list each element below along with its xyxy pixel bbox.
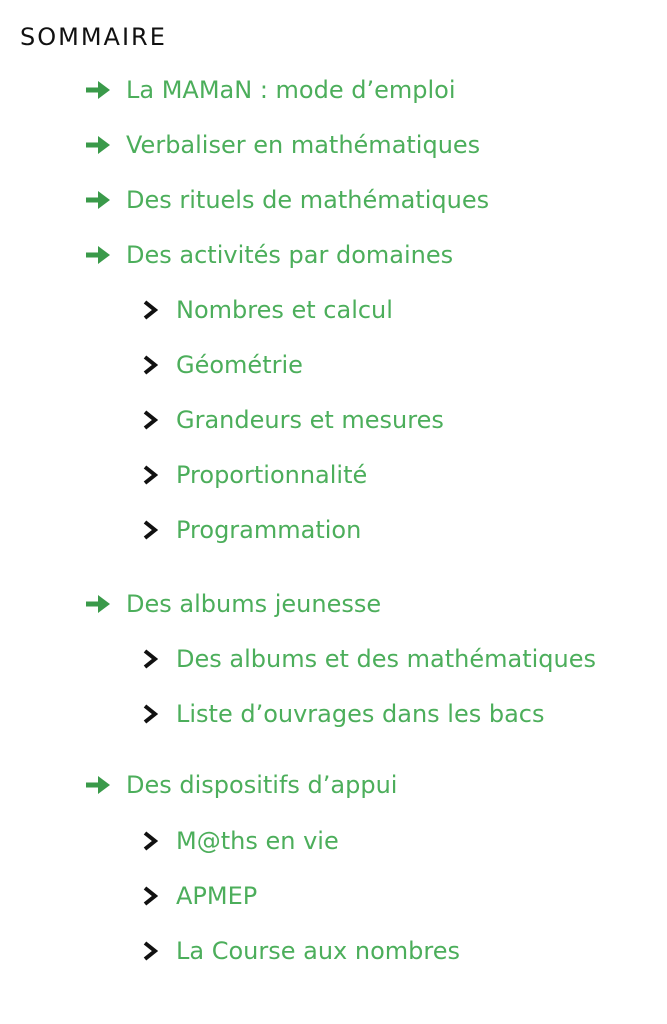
arrow-right-icon bbox=[84, 186, 112, 214]
toc-item-label: Liste d’ouvrages dans les bacs bbox=[176, 700, 545, 728]
toc-subitem-liste-ouvrages[interactable] bbox=[136, 697, 545, 731]
arrow-right-icon bbox=[84, 241, 112, 269]
toc-subitem-nombres[interactable] bbox=[136, 293, 393, 327]
toc-item-label: Programmation bbox=[176, 516, 362, 544]
toc-item-label: M@ths en vie bbox=[176, 827, 339, 855]
toc-item-label: APMEP bbox=[176, 882, 258, 910]
toc-item-label: Géométrie bbox=[176, 351, 303, 379]
toc-subitem-geometrie[interactable] bbox=[136, 348, 303, 382]
arrow-right-icon bbox=[84, 131, 112, 159]
toc-item-label: Des dispositifs d’appui bbox=[126, 771, 398, 799]
toc-item-rituels[interactable] bbox=[84, 183, 489, 217]
chevron-right-icon bbox=[136, 700, 164, 728]
arrow-right-icon bbox=[84, 76, 112, 104]
toc-subitem-grandeurs[interactable] bbox=[136, 403, 444, 437]
chevron-right-icon bbox=[136, 937, 164, 965]
toc-item-label: Des albums et des mathématiques bbox=[176, 645, 596, 673]
arrow-right-icon bbox=[84, 590, 112, 618]
chevron-right-icon bbox=[136, 516, 164, 544]
toc-item-label: Proportionnalité bbox=[176, 461, 368, 489]
toc-item-mode-emploi[interactable] bbox=[84, 73, 456, 107]
toc-item-activites[interactable] bbox=[84, 238, 453, 272]
toc-subitem-proportionnalite[interactable] bbox=[136, 458, 367, 492]
toc-item-label: La MAMaN : mode d’emploi bbox=[126, 76, 456, 104]
arrow-right-icon bbox=[84, 771, 112, 799]
toc-item-verbaliser[interactable] bbox=[84, 128, 480, 162]
toc-item-label: Des activités par domaines bbox=[126, 241, 454, 269]
toc-item-label: Verbaliser en mathématiques bbox=[126, 131, 481, 159]
toc-subitem-apmep[interactable] bbox=[136, 879, 257, 913]
toc-item-label: Nombres et calcul bbox=[176, 296, 393, 324]
chevron-right-icon bbox=[136, 827, 164, 855]
chevron-right-icon bbox=[136, 645, 164, 673]
chevron-right-icon bbox=[136, 351, 164, 379]
chevron-right-icon bbox=[136, 296, 164, 324]
toc-item-label: Grandeurs et mesures bbox=[176, 406, 444, 434]
toc-item-albums[interactable] bbox=[84, 587, 381, 621]
chevron-right-icon bbox=[136, 406, 164, 434]
toc-subitem-programmation[interactable] bbox=[136, 513, 361, 547]
toc-item-label: Des rituels de mathématiques bbox=[126, 186, 490, 214]
chevron-right-icon bbox=[136, 882, 164, 910]
toc-subitem-maths-en-vie[interactable] bbox=[136, 824, 339, 858]
toc-subitem-albums-maths[interactable] bbox=[136, 642, 596, 676]
chevron-right-icon bbox=[136, 461, 164, 489]
page-title: SOMMAIRE bbox=[20, 23, 167, 51]
toc-subitem-course-nombres[interactable] bbox=[136, 934, 460, 968]
toc-item-label: La Course aux nombres bbox=[176, 937, 460, 965]
toc-item-label: Des albums jeunesse bbox=[126, 590, 382, 618]
toc-item-dispositifs[interactable] bbox=[84, 768, 397, 802]
